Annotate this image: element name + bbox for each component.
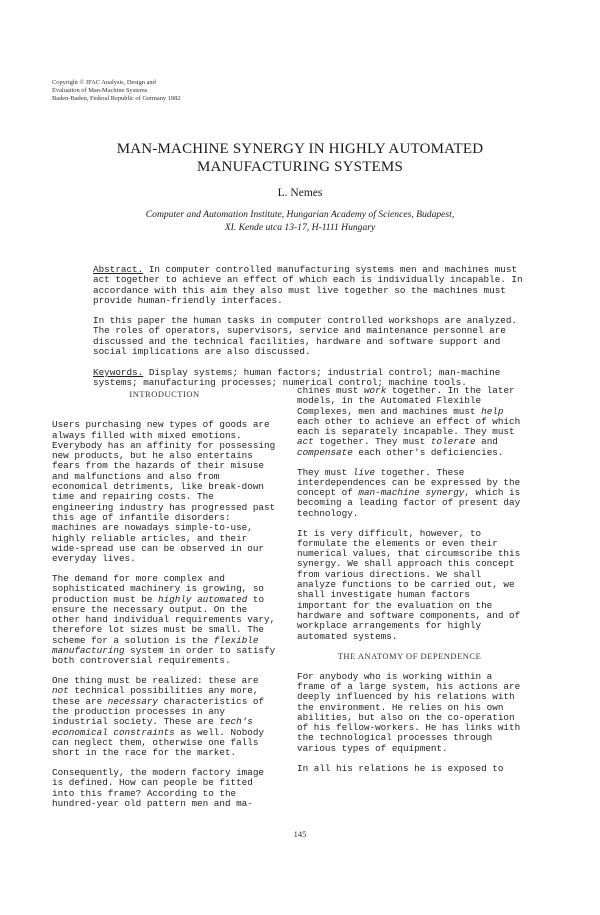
emphasis: compensate [297, 446, 353, 458]
text-run: together. They must [313, 436, 431, 448]
abstract-paragraph [93, 265, 523, 306]
body-paragraph: Consequently, the modern factory image is defined. How can people be fitted into this frame? According to the hundred-year old pattern men and ma- [52, 767, 265, 809]
text-run: and [475, 436, 498, 448]
emphasis: act [297, 436, 314, 448]
text-run: characteristics of the production processes in any industrial society. These are [52, 695, 265, 728]
text-run: together. These interdependences can be expressed by the concept of [297, 466, 521, 499]
abstract [93, 265, 523, 357]
text-run: One thing must be realized: these are [52, 675, 259, 687]
text-run: to ensure the necessary output. On the other hand individual requirements vary, therefore lot sizes must be small. The scheme for a solution is the [52, 593, 276, 646]
emphasis: flexible manufacturing [52, 634, 259, 657]
abstract-text: In computer controlled manufacturing systems men and machines must act together to achieve an effect of which each is individually incapable. In accordance with this aim they also must live together so the machines must provide human-friendly interfaces. [93, 264, 523, 306]
emphasis: highly automated [158, 593, 248, 605]
emphasis: tolerate [430, 436, 476, 448]
section-heading-anatomy: THE ANATOMY OF DEPENDENCE [337, 651, 482, 662]
left-column [52, 386, 277, 819]
body-paragraph [52, 676, 277, 758]
text-run: together. In the later models, in the Automated Flexible Complexes, men and machines must [297, 385, 515, 417]
abstract-paragraph: In this paper the human tasks in computer controlled workshops are analyzed. The roles of operators, supervisors, service and maintenance personnel are discussed and the technical facilities, hardware and software support and social implications are also discussed. [93, 315, 518, 358]
emphasis: tech's economical constraints [52, 716, 253, 738]
emphasis: help [481, 405, 504, 417]
keywords-text: Display systems; human factors; industrial control; man-machine systems; manufacturing processes; numerical control; machine tools. [93, 367, 501, 389]
body-paragraph [52, 574, 277, 667]
body-paragraph: Users purchasing new types of goods are always filled with mixed emotions. Everybody has an affinity for possessing new products, but he also entertains fears from the hazards of their misuse and malfunctions and also from economical detriments, like break-down time and repairing costs. The engineering industry has progressed past this age of infantile disorders: machines are nowadays simple-to-use, highly reliable articles, and their wide-spread use can be observed in our everyday lives. [52, 419, 276, 565]
copyright-notice [52, 79, 180, 104]
title-line: MAN-MACHINE SYNERGY IN HIGHLY AUTOMATED [116, 141, 484, 157]
copyright-line: Copyright © IFAC Analysis, Design and [52, 79, 156, 86]
copyright-line: Evaluation of Man-Machine Systems [52, 87, 148, 95]
copyright-line: Baden-Baden, Federal Republic of Germany 1982 [52, 95, 181, 103]
text-run: , which is becoming a leading factor of present day technology. [297, 487, 521, 519]
author-affiliation [0, 209, 600, 234]
paper-title [0, 140, 600, 176]
text-run: chines must [297, 385, 364, 396]
body-paragraph: For anybody who is working within a frame of a large system, his actions are deeply influenced by his relations with the environment. He relies on his own abilities, but also on the co-operation of his fellow-workers. He has links with the technological processes through various types of equipment. [297, 670, 521, 754]
title-line: MANUFACTURING SYSTEMS [196, 159, 404, 175]
text-run: They must [297, 466, 353, 478]
author-name: L. Nemes [277, 187, 323, 199]
emphasis: work [363, 385, 387, 396]
emphasis: necessary [107, 695, 159, 707]
text-run: technical possibilities any more, these are [52, 685, 259, 707]
affiliation-line: XI. Kende utca 13-17, H-1111 Hungary [224, 221, 376, 233]
abstract-label: Abstract. [93, 264, 144, 275]
text-run: each other's deficiencies. [352, 446, 504, 458]
right-column [297, 386, 522, 783]
body-paragraph [297, 468, 522, 519]
emphasis: man-machine synergy [358, 487, 465, 499]
body-paragraph: It is very difficult, however, to formulate the elements or even their numerical values, that circumscribe this synergy. We shall approach this concept from various directions. We shall analyze functions to be carried out, we shall investigate human factors important for the evaluation on the hardware and software components, and of workplace arrangements for highly automated systems. [297, 527, 521, 642]
section-heading-introduction: INTRODUCTION [129, 389, 200, 399]
text-run: as well. Nobody can neglect them, otherwise one falls short in the race for the market. [52, 726, 265, 759]
text-run: The demand for more complex and sophisticated machinery is growing, so production must be [52, 572, 265, 605]
body-paragraph: In all his relations he is exposed to [297, 762, 504, 774]
text-run: each other to achieve an effect of which each is separately incapable. They must [297, 415, 521, 438]
body-paragraph [297, 386, 522, 458]
text-run: system in order to satisfy both controversial requirements. [52, 645, 276, 667]
page-number: 145 [293, 829, 307, 839]
affiliation-line: Computer and Automation Institute, Hungarian Academy of Sciences, Budapest, [145, 209, 455, 220]
emphasis: not [52, 685, 69, 697]
emphasis: live [352, 466, 376, 478]
keywords-label: Keywords. [93, 367, 144, 378]
